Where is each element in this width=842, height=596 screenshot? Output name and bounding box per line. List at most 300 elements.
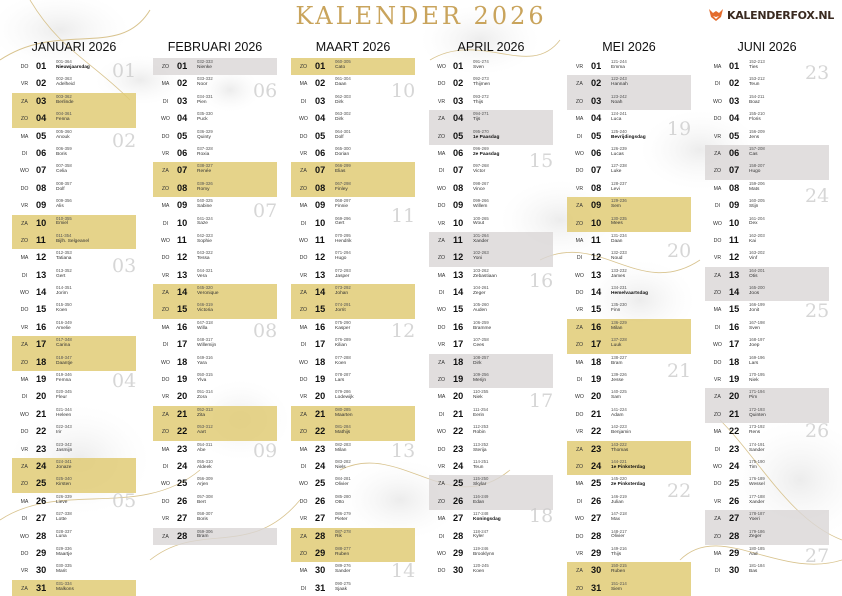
day-of-year-code: 147-218 <box>611 511 627 517</box>
fox-icon <box>708 8 724 22</box>
day-of-year-code: 094-271 <box>473 111 489 117</box>
day-row[interactable] <box>12 180 136 197</box>
day-of-year-code: 011-354 <box>56 232 72 238</box>
day-row[interactable] <box>429 301 553 318</box>
day-info <box>193 162 277 174</box>
week-number: 20 <box>667 240 692 262</box>
day-row[interactable] <box>12 354 136 371</box>
day-row[interactable] <box>12 284 136 301</box>
day-row[interactable] <box>429 336 553 353</box>
weekday-label: ZA <box>162 290 169 297</box>
weekday-label: MA <box>299 203 308 210</box>
day-row[interactable] <box>291 249 415 266</box>
name-day: Jorrit <box>335 308 346 314</box>
day-number: 04 <box>453 113 464 124</box>
name-day: Lars <box>749 360 759 366</box>
day-row[interactable] <box>705 371 829 388</box>
name-day: Kilian <box>335 343 347 349</box>
day-row[interactable] <box>705 267 829 284</box>
day-of-year-code: 173-192 <box>749 424 765 430</box>
day-row[interactable] <box>429 458 553 475</box>
day-row[interactable] <box>12 545 136 562</box>
day-row[interactable] <box>291 301 415 318</box>
weekday-label: DI <box>300 220 307 227</box>
weekday-label: DO <box>20 429 29 436</box>
day-info <box>469 423 553 435</box>
day-row[interactable] <box>291 475 415 492</box>
name-day: Luke <box>611 169 622 175</box>
day-row[interactable] <box>567 406 691 423</box>
day-number: 21 <box>591 408 602 419</box>
name-day: Noor <box>197 82 208 88</box>
day-info <box>52 162 136 174</box>
day-row[interactable] <box>705 458 829 475</box>
weekday-label: DI <box>438 411 445 418</box>
weekday-label: WO <box>161 237 170 244</box>
day-of-year-code: 136-229 <box>611 319 627 325</box>
day-row[interactable] <box>291 267 415 284</box>
day-number: 04 <box>36 113 47 124</box>
day-number: 28 <box>453 530 464 541</box>
day-row[interactable] <box>705 93 829 110</box>
name-day: Milan <box>335 447 347 453</box>
day-row[interactable] <box>153 493 277 510</box>
day-row[interactable] <box>567 301 691 318</box>
day-row[interactable] <box>291 284 415 301</box>
day-row[interactable] <box>567 197 691 214</box>
day-info <box>52 93 136 105</box>
day-number: 23 <box>591 443 602 454</box>
day-row[interactable] <box>429 423 553 440</box>
day-row[interactable] <box>567 145 691 162</box>
day-row[interactable] <box>12 528 136 545</box>
day-of-year-code: 041-324 <box>197 215 213 221</box>
day-of-year-code: 010-355 <box>56 215 72 221</box>
day-row[interactable] <box>153 162 277 179</box>
day-info <box>469 180 553 192</box>
name-day: Noah <box>611 99 623 105</box>
day-row[interactable] <box>567 458 691 475</box>
name-day: Thomas <box>611 447 629 453</box>
name-day: Yoeri <box>749 517 760 523</box>
holiday-name: 1e Paasdag <box>473 134 500 140</box>
day-number: 29 <box>729 547 740 558</box>
day-row[interactable] <box>567 215 691 232</box>
name-day: Teun <box>473 464 484 470</box>
day-row[interactable] <box>12 232 136 249</box>
day-number: 11 <box>591 234 601 245</box>
day-of-year-code: 048-317 <box>197 337 213 343</box>
day-row[interactable] <box>429 180 553 197</box>
day-of-year-code: 045-320 <box>197 285 213 291</box>
day-row[interactable] <box>153 423 277 440</box>
day-row[interactable] <box>153 354 277 371</box>
day-info <box>469 232 553 244</box>
weekday-label: DO <box>299 498 308 505</box>
day-info <box>193 493 277 505</box>
day-of-year-code: 121-244 <box>611 59 627 64</box>
day-row[interactable] <box>705 336 829 353</box>
day-info <box>52 475 136 487</box>
day-row[interactable] <box>567 75 691 92</box>
weekday-label: WO <box>299 481 308 488</box>
day-of-year-code: 115-250 <box>473 476 489 482</box>
day-row[interactable] <box>153 180 277 197</box>
weekday-label: ZA <box>438 237 445 244</box>
day-row[interactable] <box>291 371 415 388</box>
day-number: 13 <box>315 269 326 280</box>
name-day: Hannah <box>611 82 628 88</box>
day-row[interactable] <box>429 319 553 336</box>
week-number: 09 <box>253 440 278 462</box>
day-info <box>331 145 415 157</box>
day-row[interactable] <box>705 441 829 458</box>
name-day: Thijs <box>611 551 622 557</box>
week-number: 12 <box>391 320 416 342</box>
day-row[interactable] <box>567 267 691 284</box>
day-info <box>193 284 277 296</box>
week-number: 21 <box>667 360 692 382</box>
day-row[interactable] <box>705 284 829 301</box>
day-number: 31 <box>591 582 602 593</box>
day-row[interactable] <box>429 528 553 545</box>
day-of-year-code: 135-230 <box>611 302 627 308</box>
day-info <box>331 180 415 192</box>
day-row[interactable] <box>291 510 415 527</box>
day-row[interactable] <box>153 110 277 127</box>
day-row[interactable] <box>12 215 136 232</box>
name-day: Tessa <box>197 256 210 262</box>
name-day: Yara <box>197 360 207 366</box>
day-info <box>331 510 415 522</box>
day-number: 10 <box>453 217 464 228</box>
day-of-year-code: 031-334 <box>56 580 72 586</box>
day-row[interactable] <box>12 562 136 579</box>
day-of-year-code: 141-224 <box>611 406 627 412</box>
day-row[interactable] <box>153 528 277 545</box>
day-row[interactable] <box>705 162 829 179</box>
day-row[interactable] <box>12 441 136 458</box>
name-day: Jonit <box>749 308 760 314</box>
week-number: 26 <box>805 420 830 442</box>
day-row[interactable] <box>12 336 136 353</box>
weekday-label: DO <box>437 446 446 453</box>
day-row[interactable] <box>12 510 136 527</box>
day-row[interactable] <box>12 93 136 110</box>
day-row[interactable] <box>705 354 829 371</box>
week-number: 05 <box>112 490 137 512</box>
name-day: Victor <box>473 169 486 175</box>
day-row[interactable] <box>705 528 829 545</box>
day-of-year-code: 060-305 <box>335 59 351 64</box>
day-of-year-code: 020-345 <box>56 389 72 395</box>
day-row[interactable] <box>153 301 277 318</box>
name-day: Hendrik <box>335 238 352 244</box>
day-info <box>745 249 829 261</box>
weekday-label: WO <box>437 307 446 314</box>
day-number: 08 <box>591 182 602 193</box>
day-row[interactable] <box>153 267 277 284</box>
day-row[interactable] <box>153 128 277 145</box>
day-row[interactable] <box>567 528 691 545</box>
day-row[interactable] <box>705 128 829 145</box>
day-row[interactable] <box>12 406 136 423</box>
day-row[interactable] <box>153 232 277 249</box>
day-row[interactable] <box>567 441 691 458</box>
week-number: 25 <box>805 300 830 322</box>
name-day: Jorim <box>56 291 68 297</box>
name-day: Luuk <box>611 343 622 349</box>
day-row[interactable] <box>153 58 277 75</box>
name-day: Koen <box>335 360 347 366</box>
day-row[interactable] <box>12 197 136 214</box>
day-number: 09 <box>36 200 47 211</box>
day-row[interactable] <box>291 388 415 405</box>
weekday-label: MA <box>713 429 722 436</box>
day-row[interactable] <box>429 249 553 266</box>
day-of-year-code: 004-361 <box>56 111 72 117</box>
day-row[interactable] <box>567 58 691 75</box>
day-row[interactable] <box>705 110 829 127</box>
day-row[interactable] <box>429 93 553 110</box>
weekday-label: VR <box>20 446 29 453</box>
day-row[interactable] <box>291 580 415 596</box>
day-number: 17 <box>729 339 740 350</box>
day-number: 22 <box>729 426 740 437</box>
weekday-label: MA <box>437 272 446 279</box>
name-day: Levi <box>611 186 620 192</box>
day-row[interactable] <box>291 145 415 162</box>
weekday-label: DI <box>21 150 28 157</box>
day-number: 20 <box>315 391 326 402</box>
day-row[interactable] <box>567 284 691 301</box>
day-row[interactable] <box>12 423 136 440</box>
day-info <box>745 510 829 522</box>
day-row[interactable] <box>429 232 553 249</box>
day-row[interactable] <box>153 475 277 492</box>
day-row[interactable] <box>429 128 553 145</box>
day-row[interactable] <box>153 284 277 301</box>
name-day: Olivier <box>335 482 349 488</box>
name-day: Boris <box>56 151 67 157</box>
name-day: Zeger <box>473 291 486 297</box>
weekday-label: WO <box>20 411 29 418</box>
day-row[interactable] <box>291 528 415 545</box>
day-of-year-code: 070-295 <box>335 232 351 238</box>
day-of-year-code: 036-329 <box>197 128 213 134</box>
day-row[interactable] <box>12 301 136 318</box>
day-row[interactable] <box>429 197 553 214</box>
day-row[interactable] <box>291 406 415 423</box>
day-row[interactable] <box>429 58 553 75</box>
weekday-label: MA <box>161 324 170 331</box>
week-number: 22 <box>667 480 692 502</box>
day-row[interactable] <box>429 562 553 579</box>
day-of-year-code: 168-197 <box>749 337 765 343</box>
day-row[interactable] <box>12 319 136 336</box>
day-row[interactable] <box>567 510 691 527</box>
day-row[interactable] <box>705 232 829 249</box>
day-row[interactable] <box>153 510 277 527</box>
day-row[interactable] <box>567 423 691 440</box>
weekday-label: ZO <box>299 307 308 314</box>
day-row[interactable] <box>429 75 553 92</box>
day-info <box>607 406 691 418</box>
name-day: Lucas <box>611 151 624 157</box>
weekday-label: VR <box>299 394 308 401</box>
weekday-label: ZO <box>713 290 722 297</box>
name-day: Eerin <box>473 412 485 418</box>
day-of-year-code: 120-245 <box>473 563 489 569</box>
week-number: 23 <box>805 62 830 84</box>
day-row[interactable] <box>291 232 415 249</box>
day-row[interactable] <box>429 354 553 371</box>
day-row[interactable] <box>567 93 691 110</box>
day-of-year-code: 174-191 <box>749 441 765 447</box>
day-row[interactable] <box>429 215 553 232</box>
day-info <box>52 110 136 122</box>
day-row[interactable] <box>291 128 415 145</box>
weekday-label: DO <box>437 568 446 575</box>
name-day: Aad <box>749 551 758 557</box>
day-of-year-code: 034-331 <box>197 93 213 99</box>
day-row[interactable] <box>153 249 277 266</box>
day-row[interactable] <box>12 110 136 127</box>
weekday-label: DI <box>438 168 445 175</box>
weekday-label: ZO <box>575 585 584 592</box>
day-row[interactable] <box>705 249 829 266</box>
day-of-year-code: 079-286 <box>335 389 351 395</box>
day-row[interactable] <box>567 545 691 562</box>
day-info <box>469 215 553 227</box>
day-of-year-code: 158-207 <box>749 163 765 169</box>
name-day: Kai <box>749 238 756 244</box>
day-row[interactable] <box>567 162 691 179</box>
day-info <box>193 301 277 313</box>
name-day: Dorian <box>335 151 350 157</box>
day-row[interactable] <box>429 441 553 458</box>
day-row[interactable] <box>567 388 691 405</box>
name-day: Romy <box>197 186 210 192</box>
day-row[interactable] <box>429 475 553 492</box>
day-number: 19 <box>729 374 740 385</box>
day-row[interactable] <box>429 110 553 127</box>
day-number: 19 <box>591 374 602 385</box>
weekday-label: WO <box>437 550 446 557</box>
weekday-label: ZA <box>300 290 307 297</box>
day-row[interactable] <box>153 388 277 405</box>
name-day: Willemijn <box>197 343 217 349</box>
day-number: 13 <box>453 269 464 280</box>
day-row[interactable] <box>12 580 136 596</box>
day-row[interactable] <box>291 162 415 179</box>
name-day: Zebastiaan <box>473 273 497 279</box>
weekday-label: MA <box>20 133 29 140</box>
day-of-year-code: 061-304 <box>335 76 351 82</box>
day-number: 28 <box>36 530 47 541</box>
day-row[interactable] <box>12 458 136 475</box>
weekday-label: WO <box>20 533 29 540</box>
weekday-label: ZO <box>20 237 29 244</box>
day-of-year-code: 181-184 <box>749 563 765 569</box>
day-number: 17 <box>177 339 188 350</box>
day-of-year-code: 013-352 <box>56 267 72 273</box>
day-of-year-code: 134-231 <box>611 285 627 291</box>
logo[interactable] <box>708 7 834 23</box>
day-of-year-code: 127-238 <box>611 163 627 169</box>
day-of-year-code: 154-211 <box>749 93 765 99</box>
weekday-label: DI <box>438 533 445 540</box>
day-row[interactable] <box>291 423 415 440</box>
month-column <box>291 38 415 596</box>
weekday-label: DI <box>714 203 721 210</box>
name-day: James <box>611 273 626 279</box>
day-row[interactable] <box>291 354 415 371</box>
name-day: Pieter <box>335 517 348 523</box>
day-row[interactable] <box>153 145 277 162</box>
day-of-year-code: 028-337 <box>56 528 72 534</box>
day-number: 07 <box>315 165 326 176</box>
day-row[interactable] <box>429 545 553 562</box>
day-number: 11 <box>453 234 463 245</box>
day-of-year-code: 049-316 <box>197 354 213 360</box>
day-row[interactable] <box>705 388 829 405</box>
name-day: Puck <box>197 117 208 123</box>
weekday-label: DO <box>713 237 722 244</box>
day-row[interactable] <box>705 493 829 510</box>
day-row[interactable] <box>429 371 553 388</box>
day-of-year-code: 123-242 <box>611 93 627 99</box>
day-info <box>193 58 277 70</box>
day-row[interactable] <box>705 145 829 162</box>
day-row[interactable] <box>705 475 829 492</box>
weekday-label: ZO <box>575 98 584 105</box>
day-row[interactable] <box>12 162 136 179</box>
day-info <box>745 215 829 227</box>
day-number: 09 <box>729 200 740 211</box>
day-number: 15 <box>591 304 602 315</box>
day-number: 08 <box>453 182 464 193</box>
day-row[interactable] <box>567 319 691 336</box>
name-day: Sven <box>749 325 760 331</box>
weekday-label: ZA <box>162 168 169 175</box>
day-number: 27 <box>36 513 47 524</box>
day-row[interactable] <box>567 562 691 579</box>
day-row[interactable] <box>291 493 415 510</box>
day-row[interactable] <box>291 180 415 197</box>
day-row[interactable] <box>705 510 829 527</box>
day-of-year-code: 177-188 <box>749 493 765 499</box>
day-row[interactable] <box>567 180 691 197</box>
day-of-year-code: 130-235 <box>611 215 627 221</box>
day-row[interactable] <box>153 406 277 423</box>
day-row[interactable] <box>291 58 415 75</box>
name-day: Benjamin <box>611 430 631 436</box>
weekday-label: DO <box>161 133 170 140</box>
day-number: 09 <box>453 200 464 211</box>
day-row[interactable] <box>291 110 415 127</box>
month-title: MEI 2026 <box>602 40 656 54</box>
day-row[interactable] <box>567 580 691 596</box>
week-number: 06 <box>253 80 278 102</box>
name-day: Sven <box>473 64 484 70</box>
day-row[interactable] <box>567 336 691 353</box>
weekday-label: WO <box>437 64 446 70</box>
day-row[interactable] <box>153 371 277 388</box>
day-row[interactable] <box>705 215 829 232</box>
weekday-label: ZA <box>714 150 721 157</box>
name-day: Lieve <box>56 499 68 505</box>
